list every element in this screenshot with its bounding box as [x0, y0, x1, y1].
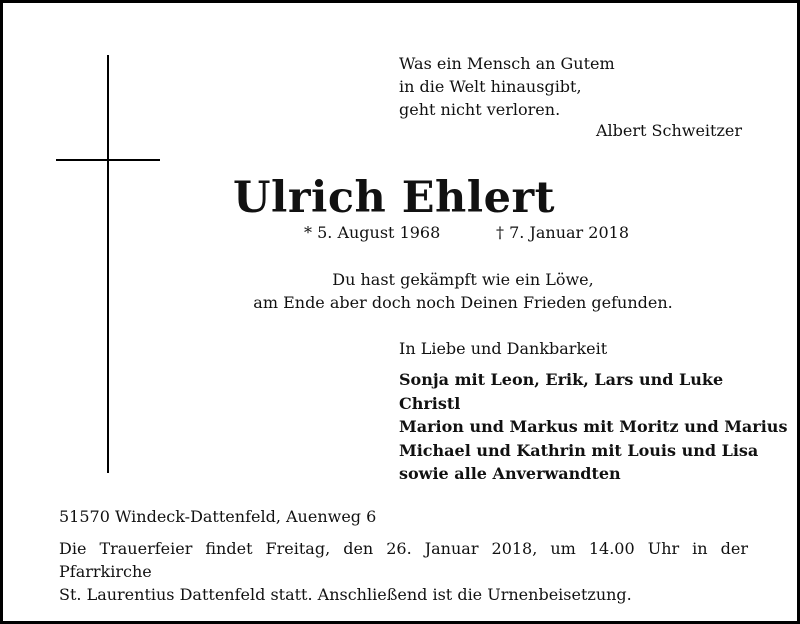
deceased-name: Ulrich Ehlert — [233, 173, 555, 223]
mourner-line: Marion und Markus mit Moritz und Marius — [399, 417, 788, 436]
birth-date: * 5. August 1968 — [304, 223, 441, 242]
mourner-line: Christl — [399, 393, 461, 413]
mourning-address: 51570 Windeck-Dattenfeld, Auenweg 6 — [59, 507, 377, 526]
mourners-list — [399, 368, 787, 486]
quote-line: in die Welt hinausgibt, — [399, 77, 582, 96]
mourner-line: sowie alle Anverwandten — [399, 464, 621, 483]
mourner-line: Sonja mit Leon, Erik, Lars und Luke — [399, 370, 724, 389]
mourner-line: Michael und Kathrin mit Louis und Lisa — [399, 440, 759, 460]
cross-icon-horizontal-bar — [56, 159, 160, 161]
funeral-notice-line: St. Laurentius Dattenfeld statt. Anschließend ist die Urnenbeisetzung. — [59, 585, 632, 604]
death-date: † 7. Januar 2018 — [496, 223, 629, 242]
funeral-notice-line: Die Trauerfeier findet Freitag, den 26. Januar 2018, um 14.00 Uhr in der Pfarrkirche — [59, 539, 748, 581]
quote-line: geht nicht verloren. — [399, 100, 561, 119]
quote-author: Albert Schweitzer — [595, 121, 742, 140]
funeral-notice — [59, 537, 748, 606]
saying-line: am Ende aber doch noch Deinen Frieden gefunden. — [253, 293, 673, 312]
quote — [399, 52, 615, 121]
dedication: In Liebe und Dankbarkeit — [399, 339, 608, 358]
saying-line: Du hast gekämpft wie ein Löwe, — [332, 270, 594, 289]
quote-line: Was ein Mensch an Gutem — [399, 54, 615, 73]
cross-icon-vertical-bar — [107, 55, 109, 473]
saying — [3, 268, 800, 314]
